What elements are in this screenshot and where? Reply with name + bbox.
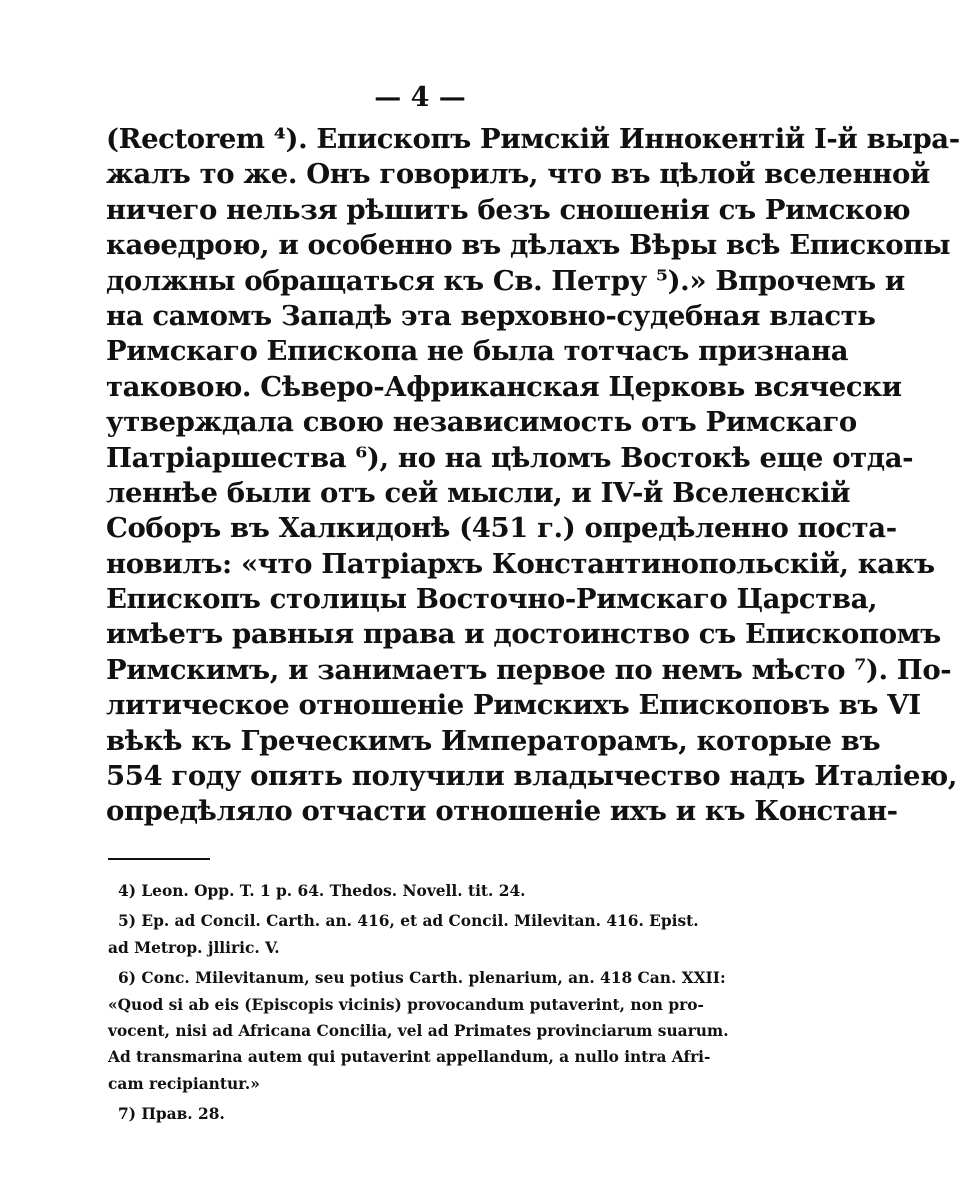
text-line: литическое отношеніе Римскихъ Епископовъ въ VI — [106, 689, 921, 722]
text-line: леннѣе были отъ сей мысли, и IV-й Вселенскій — [106, 476, 851, 509]
text-line: новилъ: «что Патріархъ Константинопольскій, какъ — [106, 547, 935, 580]
footnote-separator — [108, 858, 210, 860]
text-line: Епископъ столицы Восточно-Римскаго Царства, — [106, 583, 878, 616]
footnote — [108, 878, 688, 904]
footnote-line: 7) Прав. 28. — [118, 1105, 225, 1124]
page-number: — 4 — — [374, 82, 466, 113]
footnote — [108, 1101, 688, 1127]
text-line: жалъ то же. Онъ говорилъ, что въ цѣлой вселенной — [106, 158, 930, 191]
text-line: 554 году опять получили владычество надъ Италіею, — [106, 760, 958, 793]
text-line: ничего нельзя рѣшить безъ сношенія съ Римскою — [106, 193, 911, 226]
text-line: (Rectorem ⁴). Епископъ Римскій Иннокентій I-й выра- — [106, 123, 960, 155]
footnote-line: ad Metrop. jlliric. V. — [108, 938, 280, 957]
text-line: имѣетъ равныя права и достоинство съ Епископомъ — [106, 618, 941, 651]
footnote-line: «Quod si ab eis (Episcopis vicinis) provocandum putaverint, non pro- — [108, 995, 704, 1014]
text-line: опредѣляло отчасти отношеніе ихъ и къ Констан- — [106, 795, 898, 828]
footnote-line: cam recipiantur.» — [108, 1074, 260, 1093]
text-line: Римскимъ, и занимаетъ первое по немъ мѣсто ⁷). По- — [106, 653, 952, 686]
text-line: Патріаршества ⁶), но на цѣломъ Востокѣ еще отда- — [106, 441, 914, 474]
footnote-line: vocent, nisi ad Africana Concilia, vel ad Primates provinciarum suarum. — [108, 1021, 729, 1040]
footnote-line: 6) Conc. Milevitanum, seu potius Carth. plenarium, an. 418 Can. XXII: — [118, 969, 726, 988]
footnote — [108, 908, 699, 961]
text-line: утверждала свою независимость отъ Римскаго — [106, 406, 857, 439]
text-line: Римскаго Епископа не была тотчасъ признана — [106, 335, 849, 368]
text-line: на самомъ Западѣ эта верховно-судебная власть — [106, 299, 876, 332]
footnote-line: 5) Ep. ad Concil. Carth. an. 416, et ad Concil. Milevitan. 416. Epist. — [118, 912, 699, 931]
text-line: должны обращаться къ Св. Петру ⁵).» Впрочемъ и — [106, 264, 905, 297]
footnote-line: 4) Leon. Opp. T. 1 p. 64. Thedos. Novell. tit. 24. — [118, 882, 526, 900]
text-line: Соборъ въ Халкидонѣ (451 г.) опредѣленно поста- — [106, 512, 897, 545]
footnotes — [108, 878, 729, 1128]
text-line: каѳедрою, и особенно въ дѣлахъ Вѣры всѣ Епископы — [106, 229, 951, 262]
text-line: вѣкѣ къ Греческимъ Императорамъ, которые въ — [106, 724, 881, 757]
text-line: таковою. Сѣверо-Африканская Церковь всячески — [106, 370, 902, 403]
main-text — [106, 122, 960, 830]
footnote-line: Ad transmarina autem qui putaverint appellandum, a nullo intra Afri- — [108, 1048, 711, 1067]
footnote — [108, 965, 729, 1097]
